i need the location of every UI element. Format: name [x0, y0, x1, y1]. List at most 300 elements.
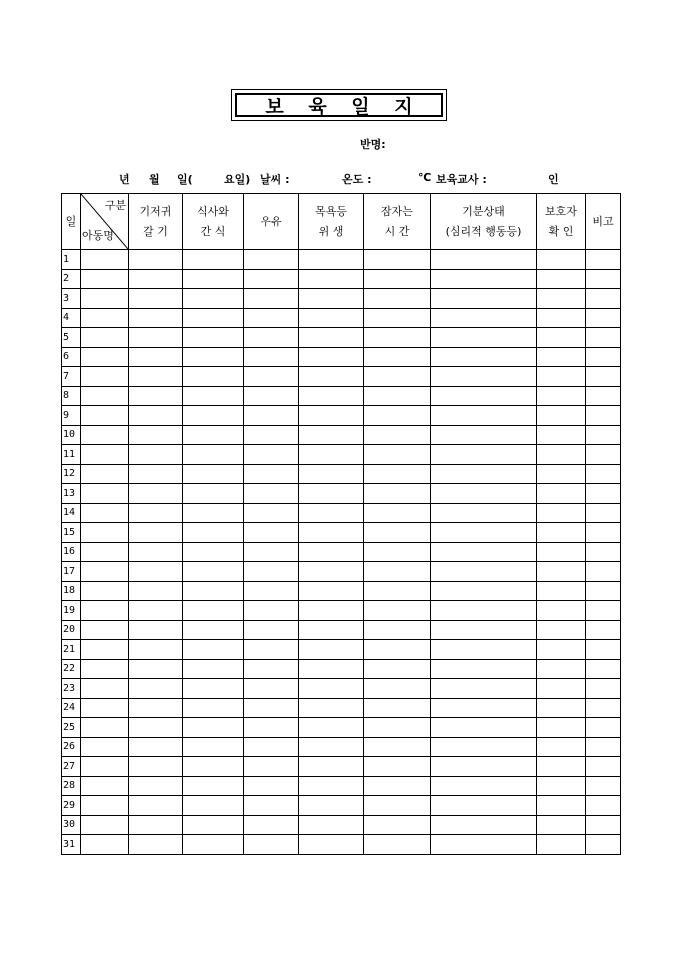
entry-cell[interactable] [183, 289, 244, 309]
entry-cell[interactable] [364, 581, 431, 601]
entry-cell[interactable] [537, 698, 586, 718]
entry-cell[interactable] [537, 269, 586, 289]
entry-cell[interactable] [129, 659, 183, 679]
day-number: 13 [62, 484, 81, 504]
entry-cell[interactable] [129, 503, 183, 523]
entry-cell[interactable] [129, 308, 183, 328]
entry-cell[interactable] [537, 484, 586, 504]
entry-cell[interactable] [586, 620, 621, 640]
entry-cell[interactable] [129, 718, 183, 738]
entry-cell[interactable] [586, 640, 621, 660]
entry-cell[interactable] [244, 718, 299, 738]
entry-cell[interactable] [586, 698, 621, 718]
table-row [62, 796, 621, 816]
entry-cell[interactable] [81, 737, 129, 757]
category-label: 구분 [104, 199, 126, 212]
entry-cell[interactable] [244, 269, 299, 289]
entry-cell[interactable] [183, 679, 244, 699]
entry-cell[interactable] [364, 659, 431, 679]
table-row [62, 815, 621, 835]
celsius-unit: ℃ [418, 171, 432, 184]
entry-cell[interactable] [431, 464, 537, 484]
entry-cell[interactable] [129, 445, 183, 465]
entry-cell[interactable] [537, 250, 586, 270]
entry-cell[interactable] [299, 601, 364, 621]
table-row [62, 367, 621, 387]
entry-cell[interactable] [299, 659, 364, 679]
entry-cell[interactable] [299, 640, 364, 660]
entry-cell[interactable] [431, 757, 537, 777]
entry-cell[interactable] [299, 308, 364, 328]
entry-cell[interactable] [586, 308, 621, 328]
entry-cell[interactable] [586, 776, 621, 796]
entry-cell[interactable] [299, 737, 364, 757]
entry-cell[interactable] [586, 796, 621, 816]
entry-cell[interactable] [129, 269, 183, 289]
entry-cell[interactable] [129, 367, 183, 387]
entry-cell[interactable] [537, 503, 586, 523]
entry-cell[interactable] [537, 425, 586, 445]
entry-cell[interactable] [129, 464, 183, 484]
entry-cell[interactable] [129, 347, 183, 367]
entry-cell[interactable] [586, 328, 621, 348]
entry-cell[interactable] [244, 289, 299, 309]
entry-cell[interactable] [586, 289, 621, 309]
entry-cell[interactable] [244, 250, 299, 270]
entry-cell[interactable] [244, 425, 299, 445]
entry-cell[interactable] [81, 523, 129, 543]
entry-cell[interactable] [586, 367, 621, 387]
entry-cell[interactable] [364, 815, 431, 835]
entry-cell[interactable] [244, 328, 299, 348]
entry-cell[interactable] [183, 445, 244, 465]
entry-cell[interactable] [586, 464, 621, 484]
day-number: 30 [62, 815, 81, 835]
entry-cell[interactable] [129, 542, 183, 562]
entry-cell[interactable] [183, 250, 244, 270]
column-header: 식사와 간 식 [183, 194, 244, 250]
entry-cell[interactable] [537, 328, 586, 348]
entry-cell[interactable] [81, 562, 129, 582]
entry-cell[interactable] [81, 757, 129, 777]
entry-cell[interactable] [364, 347, 431, 367]
entry-cell[interactable] [129, 328, 183, 348]
entry-cell[interactable] [244, 679, 299, 699]
entry-cell[interactable] [129, 835, 183, 855]
entry-cell[interactable] [183, 542, 244, 562]
entry-cell[interactable] [81, 269, 129, 289]
entry-cell[interactable] [244, 308, 299, 328]
entry-cell[interactable] [431, 347, 537, 367]
entry-cell[interactable] [244, 542, 299, 562]
entry-cell[interactable] [431, 659, 537, 679]
entry-cell[interactable] [431, 289, 537, 309]
entry-cell[interactable] [299, 464, 364, 484]
entry-cell[interactable] [364, 679, 431, 699]
entry-cell[interactable] [299, 250, 364, 270]
entry-cell[interactable] [364, 406, 431, 426]
entry-cell[interactable] [364, 757, 431, 777]
entry-cell[interactable] [299, 445, 364, 465]
entry-cell[interactable] [81, 620, 129, 640]
entry-cell[interactable] [244, 601, 299, 621]
entry-cell[interactable] [431, 425, 537, 445]
entry-cell[interactable] [431, 484, 537, 504]
entry-cell[interactable] [183, 406, 244, 426]
entry-cell[interactable] [537, 679, 586, 699]
entry-cell[interactable] [431, 542, 537, 562]
entry-cell[interactable] [183, 796, 244, 816]
entry-cell[interactable] [537, 640, 586, 660]
entry-cell[interactable] [537, 718, 586, 738]
entry-cell[interactable] [537, 308, 586, 328]
entry-cell[interactable] [299, 328, 364, 348]
entry-cell[interactable] [537, 659, 586, 679]
entry-cell[interactable] [537, 289, 586, 309]
entry-cell[interactable] [81, 503, 129, 523]
entry-cell[interactable] [183, 425, 244, 445]
entry-cell[interactable] [129, 425, 183, 445]
entry-cell[interactable] [299, 425, 364, 445]
entry-cell[interactable] [537, 367, 586, 387]
entry-cell[interactable] [431, 523, 537, 543]
entry-cell[interactable] [129, 640, 183, 660]
entry-cell[interactable] [81, 796, 129, 816]
entry-cell[interactable] [364, 328, 431, 348]
entry-cell[interactable] [244, 776, 299, 796]
table-row [62, 581, 621, 601]
entry-cell[interactable] [81, 815, 129, 835]
entry-cell[interactable] [586, 835, 621, 855]
entry-cell[interactable] [537, 737, 586, 757]
entry-cell[interactable] [586, 562, 621, 582]
entry-cell[interactable] [537, 562, 586, 582]
entry-cell[interactable] [364, 776, 431, 796]
entry-cell[interactable] [586, 406, 621, 426]
entry-cell[interactable] [586, 250, 621, 270]
entry-cell[interactable] [129, 562, 183, 582]
day-number: 23 [62, 679, 81, 699]
entry-cell[interactable] [364, 796, 431, 816]
entry-cell[interactable] [244, 562, 299, 582]
entry-cell[interactable] [299, 581, 364, 601]
entry-cell[interactable] [586, 601, 621, 621]
entry-cell[interactable] [586, 757, 621, 777]
entry-cell[interactable] [183, 328, 244, 348]
entry-cell[interactable] [537, 835, 586, 855]
entry-cell[interactable] [431, 367, 537, 387]
entry-cell[interactable] [183, 484, 244, 504]
entry-cell[interactable] [129, 523, 183, 543]
entry-cell[interactable] [244, 620, 299, 640]
entry-cell[interactable] [81, 308, 129, 328]
title-box [231, 89, 447, 121]
entry-cell[interactable] [81, 542, 129, 562]
entry-cell[interactable] [431, 737, 537, 757]
entry-cell[interactable] [431, 308, 537, 328]
entry-cell[interactable] [183, 386, 244, 406]
entry-cell[interactable] [537, 776, 586, 796]
entry-cell[interactable] [183, 757, 244, 777]
entry-cell[interactable] [364, 445, 431, 465]
entry-cell[interactable] [183, 620, 244, 640]
entry-cell[interactable] [183, 367, 244, 387]
entry-cell[interactable] [586, 503, 621, 523]
entry-cell[interactable] [364, 425, 431, 445]
entry-cell[interactable] [586, 815, 621, 835]
entry-cell[interactable] [129, 581, 183, 601]
entry-cell[interactable] [81, 835, 129, 855]
entry-cell[interactable] [129, 776, 183, 796]
day-number: 16 [62, 542, 81, 562]
entry-cell[interactable] [81, 776, 129, 796]
entry-cell[interactable] [431, 796, 537, 816]
entry-cell[interactable] [586, 659, 621, 679]
entry-cell[interactable] [364, 542, 431, 562]
entry-cell[interactable] [299, 620, 364, 640]
entry-cell[interactable] [81, 406, 129, 426]
entry-cell[interactable] [364, 308, 431, 328]
entry-cell[interactable] [244, 796, 299, 816]
entry-cell[interactable] [364, 640, 431, 660]
table-row [62, 328, 621, 348]
entry-cell[interactable] [364, 367, 431, 387]
entry-cell[interactable] [586, 347, 621, 367]
entry-cell[interactable] [183, 308, 244, 328]
entry-cell[interactable] [537, 406, 586, 426]
entry-cell[interactable] [129, 386, 183, 406]
entry-cell[interactable] [586, 386, 621, 406]
table-row [62, 347, 621, 367]
entry-cell[interactable] [244, 815, 299, 835]
entry-cell[interactable] [81, 386, 129, 406]
entry-cell[interactable] [364, 250, 431, 270]
entry-cell[interactable] [299, 289, 364, 309]
entry-cell[interactable] [183, 659, 244, 679]
entry-cell[interactable] [81, 640, 129, 660]
entry-cell[interactable] [183, 601, 244, 621]
entry-cell[interactable] [431, 503, 537, 523]
entry-cell[interactable] [431, 620, 537, 640]
entry-cell[interactable] [431, 269, 537, 289]
entry-cell[interactable] [81, 698, 129, 718]
entry-cell[interactable] [299, 523, 364, 543]
entry-cell[interactable] [586, 484, 621, 504]
entry-cell[interactable] [431, 250, 537, 270]
entry-cell[interactable] [586, 445, 621, 465]
entry-cell[interactable] [431, 328, 537, 348]
day-number: 18 [62, 581, 81, 601]
entry-cell[interactable] [81, 464, 129, 484]
entry-cell[interactable] [81, 250, 129, 270]
entry-cell[interactable] [537, 757, 586, 777]
entry-cell[interactable] [81, 347, 129, 367]
entry-cell[interactable] [183, 269, 244, 289]
day-number: 7 [62, 367, 81, 387]
entry-cell[interactable] [537, 386, 586, 406]
table-row [62, 601, 621, 621]
entry-cell[interactable] [537, 796, 586, 816]
entry-cell[interactable] [431, 601, 537, 621]
entry-cell[interactable] [183, 347, 244, 367]
entry-cell[interactable] [364, 289, 431, 309]
day-number: 2 [62, 269, 81, 289]
entry-cell[interactable] [81, 601, 129, 621]
entry-cell[interactable] [364, 601, 431, 621]
entry-cell[interactable] [364, 523, 431, 543]
entry-cell[interactable] [431, 698, 537, 718]
entry-cell[interactable] [364, 620, 431, 640]
entry-cell[interactable] [431, 406, 537, 426]
entry-cell[interactable] [537, 347, 586, 367]
entry-cell[interactable] [299, 679, 364, 699]
entry-cell[interactable] [244, 464, 299, 484]
entry-cell[interactable] [364, 484, 431, 504]
entry-cell[interactable] [537, 815, 586, 835]
entry-cell[interactable] [586, 542, 621, 562]
entry-cell[interactable] [431, 776, 537, 796]
entry-cell[interactable] [431, 679, 537, 699]
entry-cell[interactable] [183, 718, 244, 738]
entry-cell[interactable] [299, 776, 364, 796]
temperature-label: 온도 : [342, 173, 372, 186]
entry-cell[interactable] [183, 835, 244, 855]
entry-cell[interactable] [129, 289, 183, 309]
entry-cell[interactable] [299, 386, 364, 406]
entry-cell[interactable] [299, 503, 364, 523]
entry-cell[interactable] [586, 737, 621, 757]
entry-cell[interactable] [244, 640, 299, 660]
entry-cell[interactable] [81, 718, 129, 738]
entry-cell[interactable] [364, 737, 431, 757]
entry-cell[interactable] [299, 796, 364, 816]
entry-cell[interactable] [299, 484, 364, 504]
entry-cell[interactable] [299, 269, 364, 289]
entry-cell[interactable] [431, 718, 537, 738]
entry-cell[interactable] [129, 601, 183, 621]
entry-cell[interactable] [81, 289, 129, 309]
entry-cell[interactable] [364, 503, 431, 523]
entry-cell[interactable] [183, 503, 244, 523]
entry-cell[interactable] [244, 757, 299, 777]
entry-cell[interactable] [364, 386, 431, 406]
entry-cell[interactable] [537, 601, 586, 621]
entry-cell[interactable] [244, 445, 299, 465]
entry-cell[interactable] [81, 445, 129, 465]
entry-cell[interactable] [586, 679, 621, 699]
entry-cell[interactable] [183, 523, 244, 543]
entry-cell[interactable] [537, 542, 586, 562]
entry-cell[interactable] [81, 581, 129, 601]
entry-cell[interactable] [364, 269, 431, 289]
entry-cell[interactable] [364, 464, 431, 484]
entry-cell[interactable] [244, 406, 299, 426]
entry-cell[interactable] [81, 328, 129, 348]
entry-cell[interactable] [183, 815, 244, 835]
entry-cell[interactable] [81, 679, 129, 699]
entry-cell[interactable] [183, 464, 244, 484]
entry-cell[interactable] [81, 484, 129, 504]
entry-cell[interactable] [183, 581, 244, 601]
entry-cell[interactable] [129, 698, 183, 718]
entry-cell[interactable] [537, 581, 586, 601]
entry-cell[interactable] [299, 367, 364, 387]
entry-cell[interactable] [586, 581, 621, 601]
entry-cell[interactable] [81, 367, 129, 387]
entry-cell[interactable] [431, 562, 537, 582]
entry-cell[interactable] [299, 718, 364, 738]
entry-cell[interactable] [244, 523, 299, 543]
entry-cell[interactable] [299, 542, 364, 562]
seal-label: 인 [548, 173, 559, 186]
entry-cell[interactable] [586, 269, 621, 289]
entry-cell[interactable] [431, 581, 537, 601]
entry-cell[interactable] [244, 659, 299, 679]
entry-cell[interactable] [129, 406, 183, 426]
table-row [62, 542, 621, 562]
entry-cell[interactable] [431, 640, 537, 660]
entry-cell[interactable] [431, 815, 537, 835]
entry-cell[interactable] [244, 386, 299, 406]
entry-cell[interactable] [299, 698, 364, 718]
entry-cell[interactable] [183, 640, 244, 660]
entry-cell[interactable] [586, 718, 621, 738]
entry-cell[interactable] [299, 406, 364, 426]
entry-cell[interactable] [364, 698, 431, 718]
entry-cell[interactable] [129, 250, 183, 270]
entry-cell[interactable] [244, 581, 299, 601]
entry-cell[interactable] [129, 484, 183, 504]
entry-cell[interactable] [129, 679, 183, 699]
entry-cell[interactable] [81, 659, 129, 679]
entry-cell[interactable] [431, 445, 537, 465]
entry-cell[interactable] [299, 757, 364, 777]
entry-cell[interactable] [129, 620, 183, 640]
entry-cell[interactable] [244, 698, 299, 718]
entry-cell[interactable] [129, 815, 183, 835]
entry-cell[interactable] [299, 835, 364, 855]
entry-cell[interactable] [586, 425, 621, 445]
entry-cell[interactable] [431, 835, 537, 855]
entry-cell[interactable] [183, 562, 244, 582]
entry-cell[interactable] [537, 620, 586, 640]
entry-cell[interactable] [244, 835, 299, 855]
entry-cell[interactable] [244, 737, 299, 757]
entry-cell[interactable] [81, 425, 129, 445]
entry-cell[interactable] [183, 776, 244, 796]
entry-cell[interactable] [129, 796, 183, 816]
entry-cell[interactable] [364, 835, 431, 855]
entry-cell[interactable] [183, 737, 244, 757]
entry-cell[interactable] [537, 445, 586, 465]
entry-cell[interactable] [244, 367, 299, 387]
entry-cell[interactable] [244, 347, 299, 367]
entry-cell[interactable] [586, 523, 621, 543]
entry-cell[interactable] [129, 737, 183, 757]
entry-cell[interactable] [244, 503, 299, 523]
entry-cell[interactable] [299, 347, 364, 367]
entry-cell[interactable] [129, 757, 183, 777]
entry-cell[interactable] [537, 464, 586, 484]
entry-cell[interactable] [364, 718, 431, 738]
entry-cell[interactable] [299, 815, 364, 835]
entry-cell[interactable] [299, 562, 364, 582]
entry-cell[interactable] [431, 386, 537, 406]
entry-cell[interactable] [183, 698, 244, 718]
entry-cell[interactable] [244, 484, 299, 504]
entry-cell[interactable] [537, 523, 586, 543]
entry-cell[interactable] [364, 562, 431, 582]
